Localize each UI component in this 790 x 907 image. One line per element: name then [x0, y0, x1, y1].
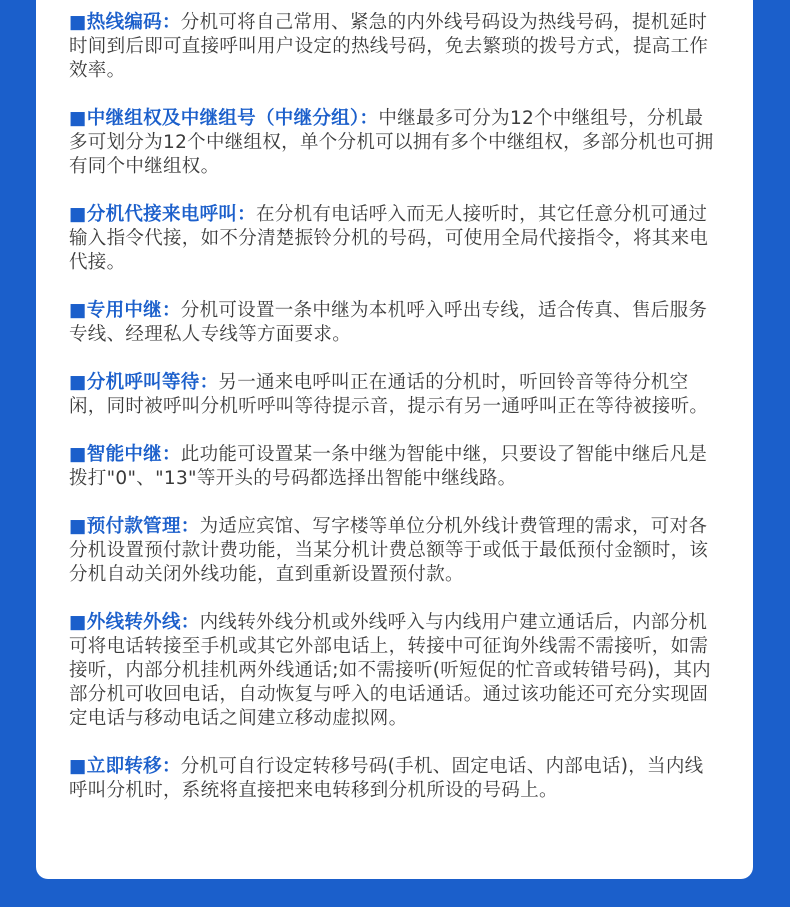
feature-description: 分机可设置一条中继为本机呼入呼出专线，适合传真、售后服务专线、经理私人专线等方面要求。	[69, 300, 708, 345]
feature-dedicated-trunk	[69, 299, 721, 347]
feature-title: ■智能中继：	[69, 444, 181, 465]
feature-description: 内线转外线分机或外线呼入与内线用户建立通话后，内部分机可将电话转接至手机或其它外部电话上，转接中可征询外线需不需接听，如需接听，内部分机挂机两外线通话;如不需接听(听短促的忙音或转错号码)，其内部分机可收回电话，自动恢复与呼入的电话通话。通过该功能还可充分实现固定电话与移动电话之间建立移动虚拟网。	[69, 612, 711, 729]
feature-call-waiting	[69, 371, 721, 419]
feature-title: ■中继组权及中继组号（中继分组）：	[69, 108, 379, 129]
feature-title: ■热线编码：	[69, 12, 181, 33]
feature-description: 此功能可设置某一条中继为智能中继，只要设了智能中继后凡是拨打"0"、"13"等开头的号码都选择出智能中继线路。	[69, 444, 708, 489]
feature-description: 分机可将自己常用、紧急的内外线号码设为热线号码，提机延时时间到后即可直接呼叫用户设定的热线号码，免去繁琐的拨号方式，提高工作效率。	[69, 12, 709, 81]
feature-trunk-group	[69, 107, 721, 179]
feature-description: 分机可自行设定转移号码(手机、固定电话、内部电话)，当内线呼叫分机时，系统将直接把来电转移到分机所设的号码上。	[69, 756, 704, 801]
feature-title: ■立即转移：	[69, 756, 181, 777]
feature-smart-trunk	[69, 443, 721, 491]
feature-title: ■分机代接来电呼叫：	[69, 204, 256, 225]
feature-title: ■预付款管理：	[69, 516, 200, 537]
feature-card	[36, 0, 753, 879]
feature-description: 另一通来电呼叫正在通话的分机时，听回铃音等待分机空闲，同时被呼叫分机听呼叫等待提示音，提示有另一通呼叫正在等待被接听。	[69, 372, 709, 417]
feature-title: ■外线转外线：	[69, 612, 200, 633]
feature-description: 中继最多可分为12个中继组号，分机最多可划分为12个中继组权，单个分机可以拥有多个中继组权，多部分机也可拥有同个中继组权。	[69, 108, 714, 177]
feature-immediate-forward	[69, 755, 721, 803]
feature-prepaid-management	[69, 515, 721, 587]
feature-description: 在分机有电话呼入而无人接听时，其它任意分机可通过输入指令代接，如不分清楚振铃分机的号码，可使用全局代接指令，将其来电代接。	[69, 204, 709, 273]
feature-title: ■分机呼叫等待：	[69, 372, 219, 393]
feature-description: 为适应宾馆、写字楼等单位分机外线计费管理的需求，可对各分机设置预付款计费功能，当某分机计费总额等于或低于最低预付金额时，该分机自动关闭外线功能，直到重新设置预付款。	[69, 516, 709, 585]
feature-title: ■专用中继：	[69, 300, 181, 321]
feature-hotline-code	[69, 11, 721, 83]
feature-call-pickup	[69, 203, 721, 275]
feature-outside-line-transfer	[69, 611, 721, 731]
